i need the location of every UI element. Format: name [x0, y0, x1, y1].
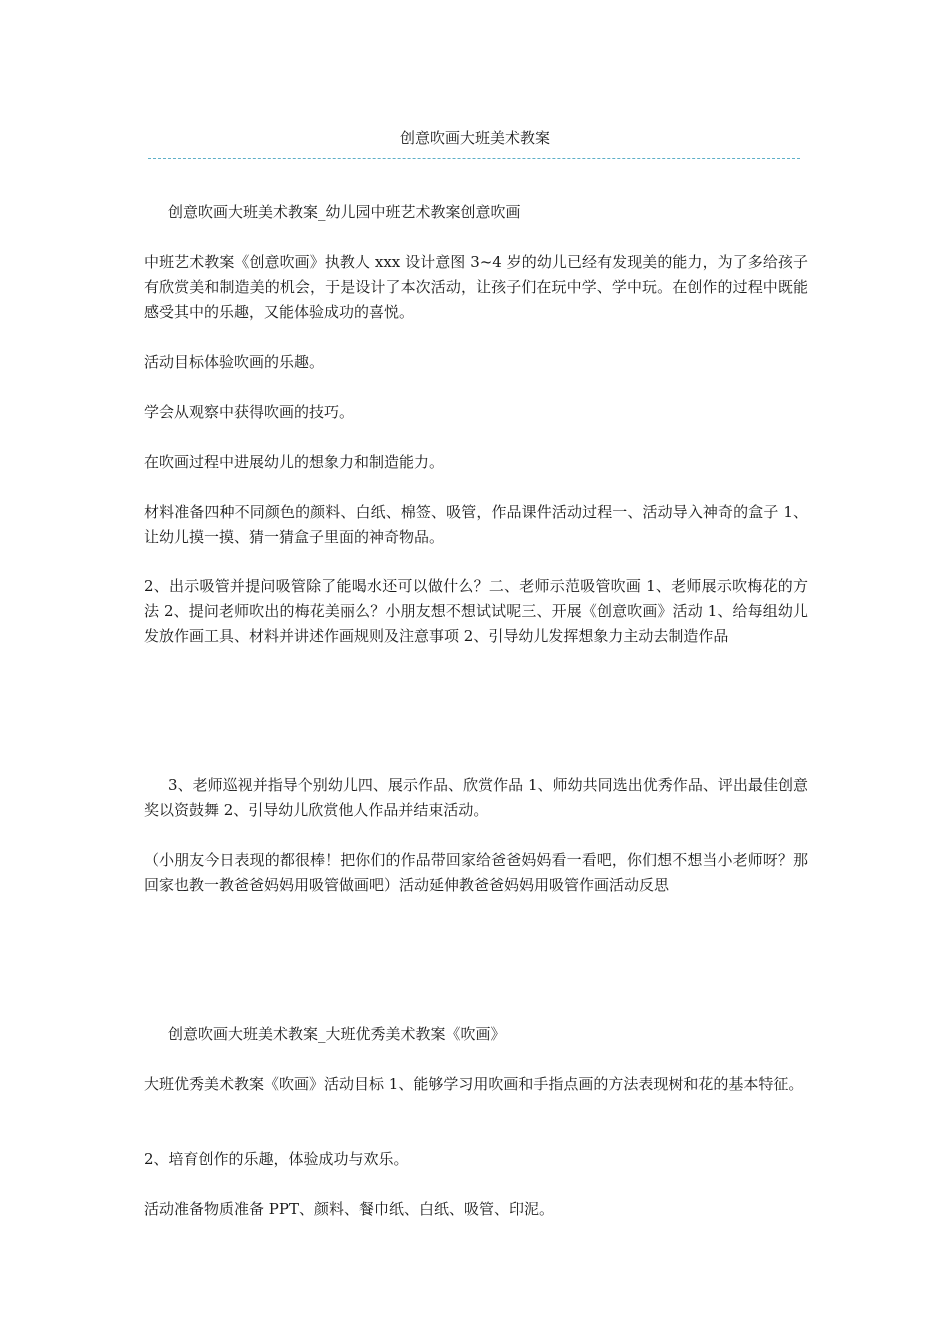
- paragraph-objective-1: 大班优秀美术教案《吹画》活动目标 1、能够学习用吹画和手指点画的方法表现树和花的基本特征。: [144, 1075, 804, 1093]
- paragraph-goal-1: 活动目标体验吹画的乐趣。: [144, 353, 325, 371]
- document-title: 创意吹画大班美术教案: [399, 129, 550, 147]
- paragraph-materials: 材料准备四种不同颜色的颜料、白纸、棉签、吸管，作品课件活动过程一、活动导入神奇的盒子 1、让幼儿摸一摸、猜一猜盒子里面的神奇物品。: [144, 503, 808, 546]
- section-heading-1: 创意吹画大班美术教案_幼儿园中班艺术教案创意吹画: [168, 203, 521, 221]
- paragraph-design-intent: 中班艺术教案《创意吹画》执教人 xxx 设计意图 3~4 岁的幼儿已经有发现美的能力，为了多给孩子有欣赏美和制造美的机会，于是设计了本次活动，让孩子们在玩中学、学中玩。在创作的过程中既能感受其中的乐趣，又能体验成功的喜悦。: [144, 253, 808, 321]
- paragraph-preparation: 活动准备物质准备 PPT、颜料、餐巾纸、白纸、吸管、印泥。: [144, 1200, 554, 1218]
- paragraph-process: 2、出示吸管并提问吸管除了能喝水还可以做什么？二、老师示范吸管吹画 1、老师展示吹梅花的方法 2、提问老师吹出的梅花美丽么？小朋友想不想试试呢三、开展《创意吹画》活动 1、给每组幼儿发放作画工具、材料并讲述作画规则及注意事项 2、引导幼儿发挥想象力主动去制造作品: [144, 577, 808, 645]
- section-heading-2: 创意吹画大班美术教案_大班优秀美术教案《吹画》: [168, 1025, 506, 1043]
- paragraph-extension: （小朋友今日表现的都很棒！把你们的作品带回家给爸爸妈妈看一看吧，你们想不想当小老师呀？那回家也教一教爸爸妈妈用吸管做画吧）活动延伸教爸爸妈妈用吸管作画活动反思: [144, 851, 808, 894]
- paragraph-goal-2: 学会从观察中获得吹画的技巧。: [144, 403, 355, 421]
- paragraph-process-continued: 3、老师巡视并指导个别幼儿四、展示作品、欣赏作品 1、师幼共同选出优秀作品、评出最佳创意奖以资鼓舞 2、引导幼儿欣赏他人作品并结束活动。: [144, 776, 808, 819]
- paragraph-goal-3: 在吹画过程中进展幼儿的想象力和制造能力。: [144, 453, 445, 471]
- paragraph-objective-2: 2、培育创作的乐趣，体验成功与欢乐。: [144, 1150, 409, 1168]
- title-divider: [148, 158, 800, 159]
